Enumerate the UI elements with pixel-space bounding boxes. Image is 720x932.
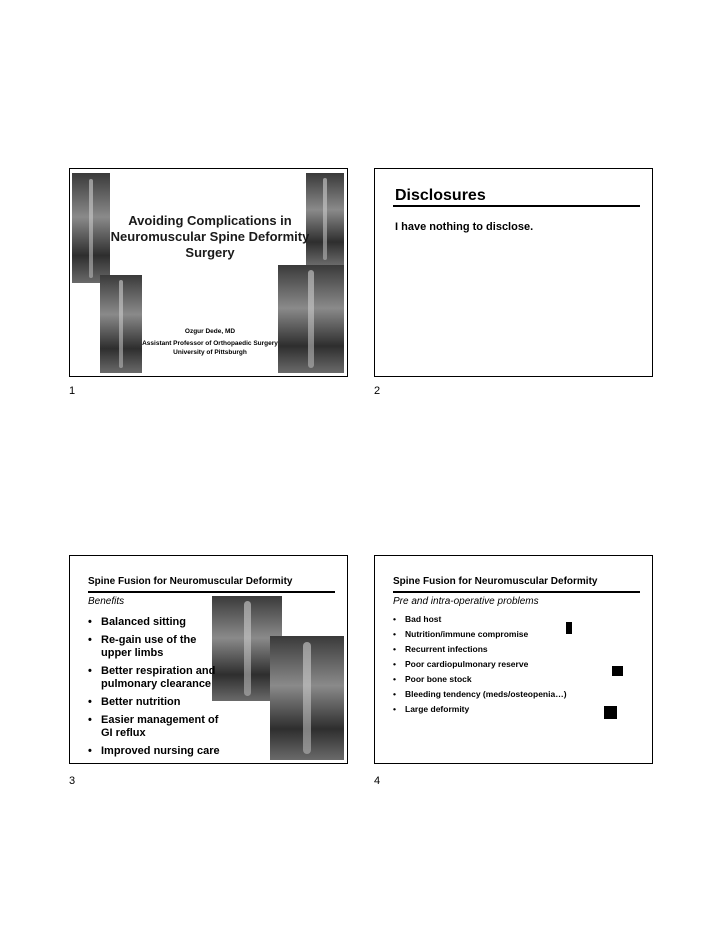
list-item: • Re-gain use of the upper limbs [88,634,228,660]
list-item: • Nutrition/immune compromise [393,629,573,640]
image-placeholder [604,706,617,719]
list-item: • Poor bone stock [393,674,573,685]
list-item: • Improved nursing care [88,745,228,758]
slide-title: Avoiding Complications in Neuromuscular Spine Deformity Surgery [110,213,310,260]
image-placeholder [612,666,623,676]
list-item: • Poor cardiopulmonary reserve [393,659,573,670]
list-item: • Bad host [393,614,573,625]
xray-image [306,173,344,265]
slide-2 [374,168,653,377]
author-position: Assistant Professor of Orthopaedic Surgery [142,340,278,347]
list-item: • Large deformity [393,704,573,715]
image-placeholder [566,622,572,634]
list-item: • Recurrent infections [393,644,573,655]
author-institution: University of Pittsburgh [173,349,247,356]
slide-body: I have nothing to disclose. [395,221,534,233]
slide-4 [374,555,653,764]
xray-image [270,636,344,760]
list-item: • Balanced sitting [88,616,228,629]
list-item: • Better nutrition [88,696,228,709]
list-item: • Better respiration and pulmonary clearance [88,665,228,691]
title-divider [393,591,640,593]
author-name: Ozgur Dede, MD [184,328,236,335]
slide-number: 3 [69,775,76,787]
slide-title: Disclosures [395,187,486,204]
slide-title: Spine Fusion for Neuromuscular Deformity [393,576,598,587]
slide-subtitle: Pre and intra-operative problems [393,596,539,607]
slide-number: 2 [374,385,381,397]
xray-image [278,265,344,373]
list-item: • Easier management of GI reflux [88,714,228,740]
slide-number: 1 [69,385,76,397]
slide-1 [69,168,348,377]
bullet-list [393,614,573,719]
slide-subtitle: Benefits [88,596,125,607]
title-divider [88,591,335,593]
author-block [140,327,280,357]
bullet-list [88,616,228,763]
title-divider [393,205,640,207]
slide-3 [69,555,348,764]
xray-image [72,173,110,283]
xray-image [100,275,142,373]
slide-number: 4 [374,775,381,787]
slide-title: Spine Fusion for Neuromuscular Deformity [88,576,293,587]
list-item: • Bleeding tendency (meds/osteopenia…) [393,689,573,700]
